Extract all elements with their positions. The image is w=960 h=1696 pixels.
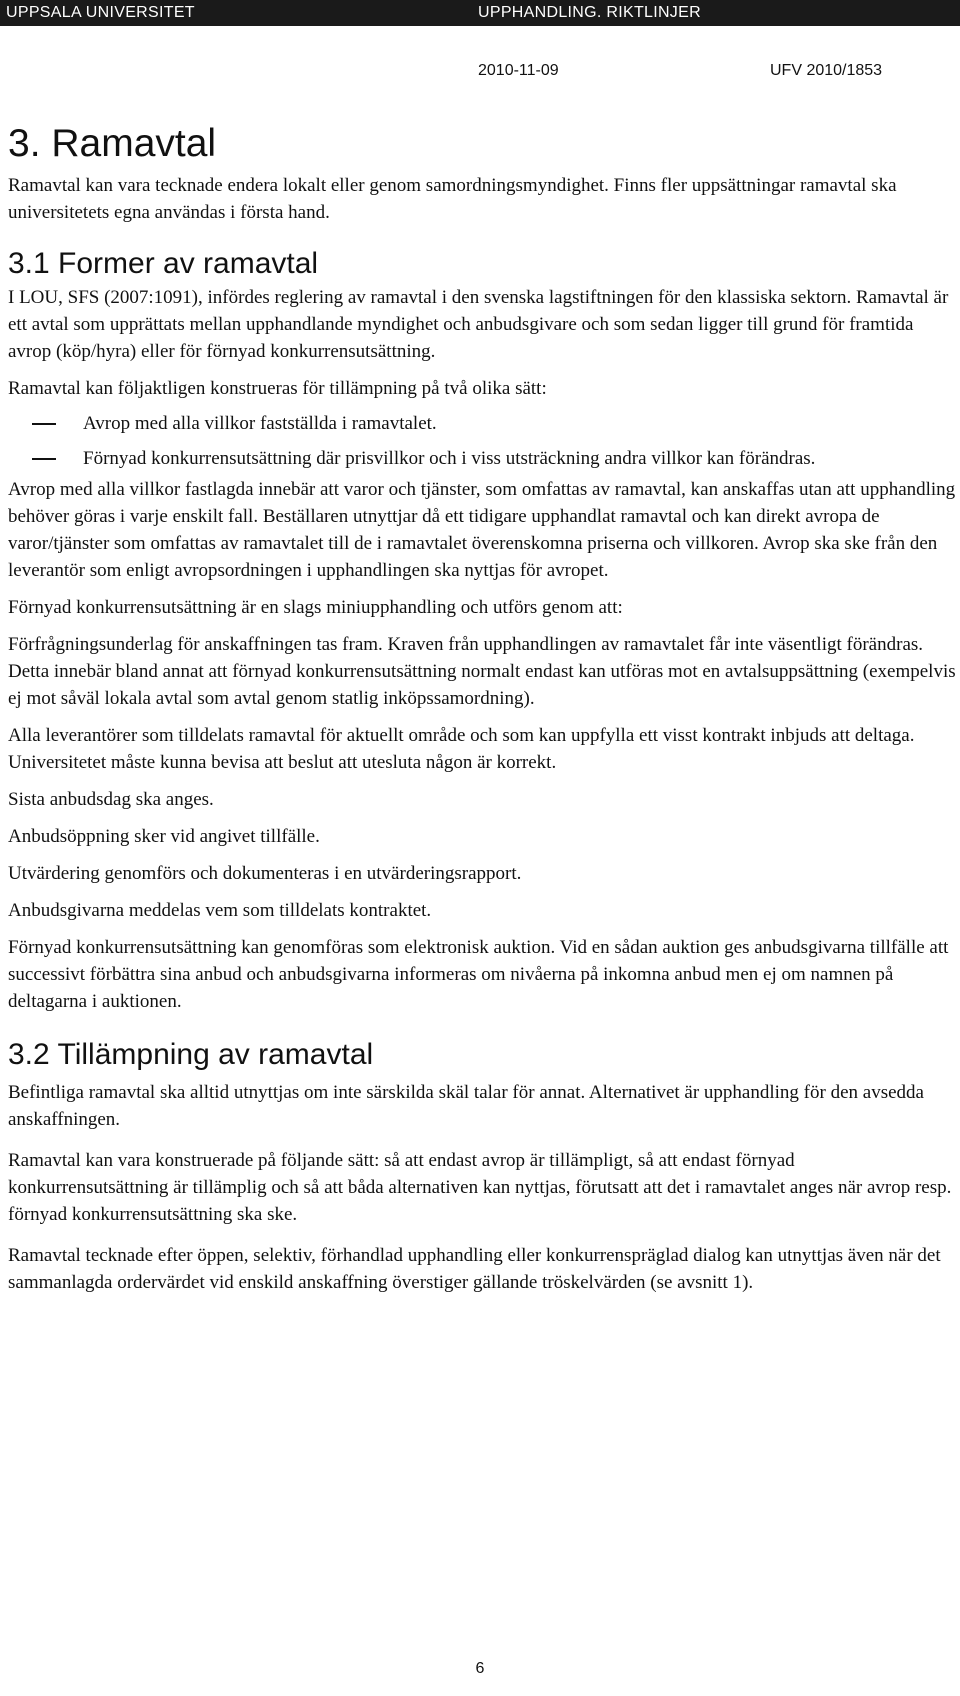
paragraph: Ramavtal kan vara tecknade endera lokalt eller genom samordningsmyndighet. Finns fler uppsättningar ramavtal ska universitetets egna användas i första hand. <box>8 175 897 223</box>
paragraph: I LOU, SFS (2007:1091), infördes reglering av ramavtal i den svenska lagstiftningen för den klassiska sektorn. Ramavtal är ett avtal som upprättats mellan upphandlande myndighet och anbudsgivare och som sedan ligger till grund för framtida avrop (köp/hyra) eller för förnyad konkurrensutsättning. <box>8 287 949 362</box>
paragraph: Förfrågningsunderlag för anskaffningen tas fram. Kraven från upphandlingen av ramavtalet får inte väsentligt förändras. Detta innebär bland annat att förnyad konkurrensutsättning normalt endast kan utföras mot en avtalsuppsättning (exempelvis ej mot såväl lokala avtal som avtal genom statlig inköpssamordning). <box>8 634 956 709</box>
paragraph: Ramavtal kan följaktligen konstrueras för tillämpning på två olika sätt: <box>8 378 547 399</box>
list-item <box>8 410 956 437</box>
header-document-type: UPPHANDLING. RIKTLINJER <box>478 4 701 21</box>
chapter-heading: 3. Ramavtal <box>8 122 217 165</box>
list-item-text: Förnyad konkurrensutsättning där prisvillkor och i viss utsträckning andra villkor kan förändras. <box>83 448 816 469</box>
paragraph: Anbudsöppning sker vid angivet tillfälle. <box>8 826 320 847</box>
paragraph: Ramavtal kan vara konstruerade på följande sätt: så att endast avrop är tillämpligt, så att endast förnyad konkurrensutsättning är tillämplig och så att båda alternativen kan nyttjas, förutsatt att det i ramavtalet anges när avrop resp. förnyad konkurrensutsättning ska ske. <box>8 1150 952 1225</box>
paragraph: Alla leverantörer som tilldelats ramavtal för aktuellt område och som kan uppfylla ett visst kontrakt inbjuds att deltaga. Universitetet måste kunna bevisa att beslut att utesluta någon är korrekt. <box>8 725 915 773</box>
dash-bullet-icon <box>32 423 56 425</box>
page-number: 6 <box>475 1660 485 1677</box>
paragraph: Förnyad konkurrensutsättning är en slags miniupphandling och utförs genom att: <box>8 597 623 618</box>
header-institution: UPPSALA UNIVERSITET <box>6 4 195 21</box>
paragraph: Befintliga ramavtal ska alltid utnyttjas om inte särskilda skäl talar för annat. Alternativet är upphandling för den avsedda anskaffningen. <box>8 1082 924 1130</box>
list-item-text: Avrop med alla villkor fastställda i ramavtalet. <box>83 413 437 434</box>
section-heading: 3.1 Former av ramavtal <box>8 247 319 280</box>
document-reference: UFV 2010/1853 <box>770 62 883 79</box>
paragraph: Ramavtal tecknade efter öppen, selektiv, förhandlad upphandling eller konkurrenspräglad dialog kan utnyttjas även när det sammanlagda ordervärdet vid enskild anskaffning överstiger gällande tröskelvärden (se avsnitt 1). <box>8 1245 941 1293</box>
page-header-bar <box>0 0 960 26</box>
list-item <box>8 445 956 472</box>
dash-list <box>8 410 956 472</box>
paragraph: Avrop med alla villkor fastlagda innebär att varor och tjänster, som omfattas av ramavtal, kan anskaffas utan att upphandling behöver göras i varje enskilt fall. Beställaren utnyttjar då ett tidigare upphandlat ramavtal och kan direkt avropa de varor/tjänster som omfattas av ramavtalet till de i ramavtalet överenskomna priserna och villkoren. Avrop ska ske från den leverantör som enligt avropsordningen i upphandlingen ska nyttjas för avropet. <box>8 479 956 581</box>
document-date: 2010-11-09 <box>478 62 559 79</box>
paragraph: Förnyad konkurrensutsättning kan genomföras som elektronisk auktion. Vid en sådan auktion ges anbudsgivarna tillfälle att successivt förbättra sina anbud och anbudsgivarna informeras om nivåerna på inkomna anbud men ej om namnen på deltagarna i auktionen. <box>8 937 949 1012</box>
paragraph: Utvärdering genomförs och dokumenteras i en utvärderingsrapport. <box>8 863 522 884</box>
section-heading: 3.2 Tillämpning av ramavtal <box>8 1038 374 1071</box>
dash-bullet-icon <box>32 458 56 460</box>
paragraph: Anbudsgivarna meddelas vem som tilldelats kontraktet. <box>8 900 432 921</box>
document-body <box>8 122 956 1296</box>
paragraph: Sista anbudsdag ska anges. <box>8 789 214 810</box>
